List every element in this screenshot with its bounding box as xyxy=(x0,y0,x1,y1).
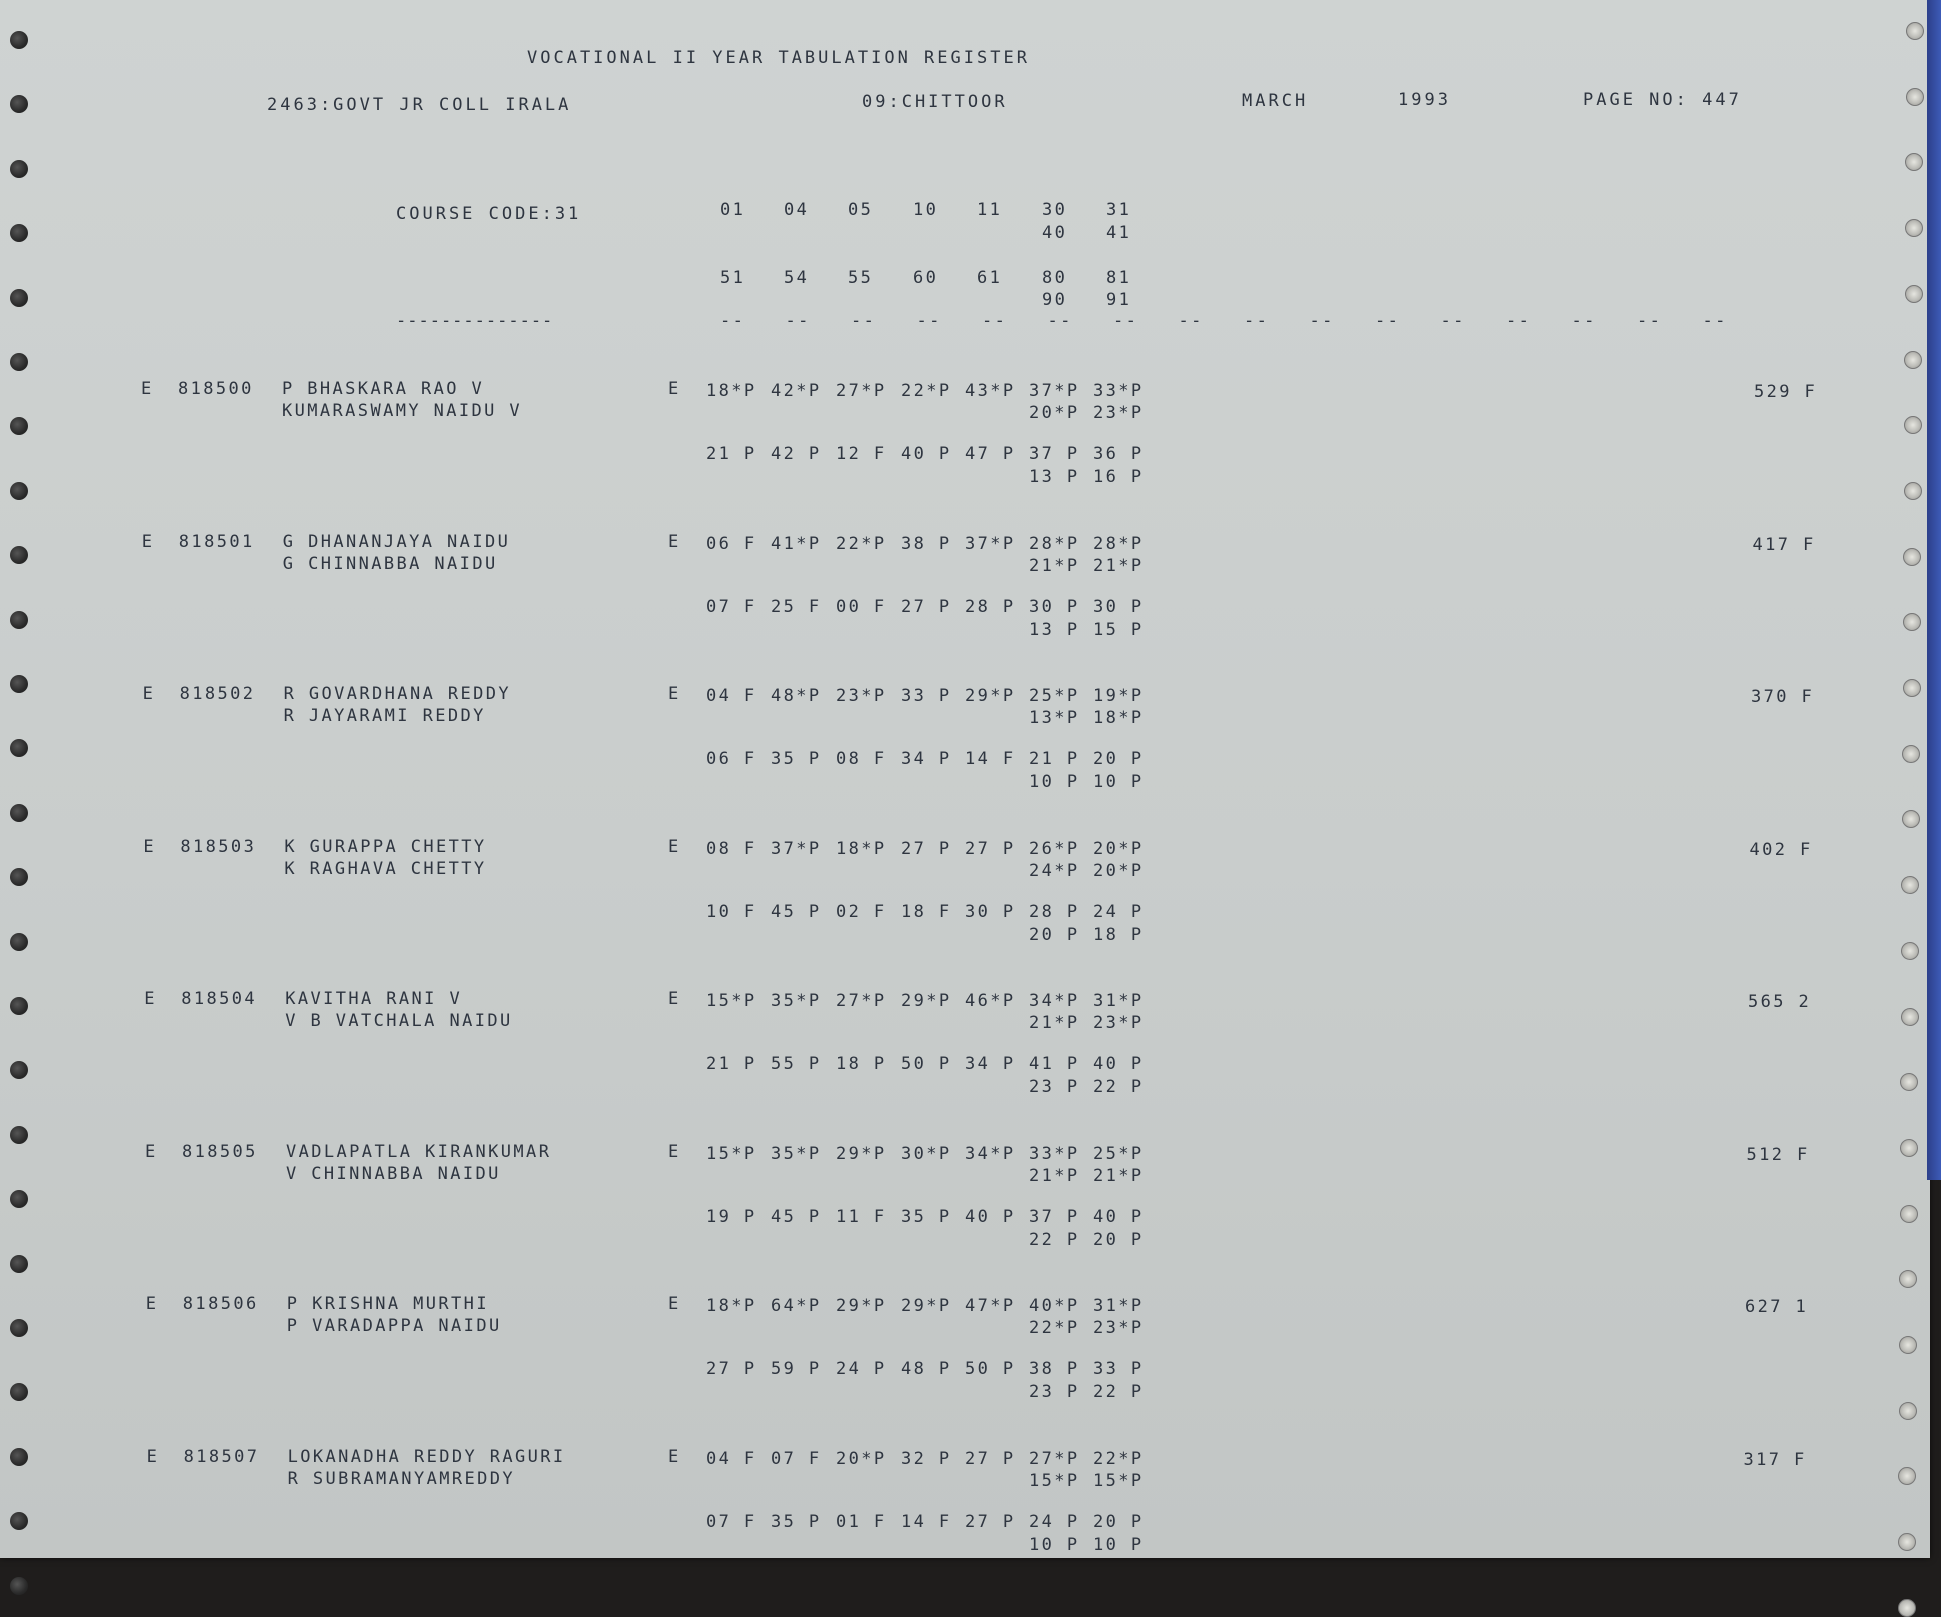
mark-cell: 23*P xyxy=(1093,403,1144,423)
exam-flag: E xyxy=(668,1446,681,1467)
mark-cell: 27 P xyxy=(965,838,1016,859)
mark-cell: 19*P xyxy=(1093,686,1144,706)
mark-cell: 23*P xyxy=(836,686,887,706)
mark-cell: 35 P xyxy=(771,1511,822,1532)
subject-code: 11 xyxy=(977,200,1003,220)
mark-cell: 15*P xyxy=(1029,1470,1080,1491)
feed-hole xyxy=(10,1319,28,1337)
mark-cell: 12 F xyxy=(836,444,887,464)
father-name: KUMARASWAMY NAIDU V xyxy=(282,401,523,421)
mark-cell: 40 P xyxy=(1093,1206,1144,1227)
mark-cell: 22 P xyxy=(1093,1382,1144,1402)
roll-number: 818504 xyxy=(181,989,257,1009)
subject-code: 54 xyxy=(784,268,810,288)
mark-cell: 27 P xyxy=(901,596,952,617)
mark-cell: 21*P xyxy=(1093,1165,1144,1186)
mark-cell: 21*P xyxy=(1029,555,1080,576)
mark-cell: 50 P xyxy=(901,1054,952,1074)
mark-cell: 07 F xyxy=(771,1448,822,1469)
mark-cell: 25 F xyxy=(771,596,822,617)
mark-cell: 21 P xyxy=(706,444,757,464)
mark-cell: 41*P xyxy=(771,533,822,554)
feed-hole xyxy=(10,1255,28,1273)
feed-hole xyxy=(1901,942,1919,960)
mark-cell: 45 P xyxy=(771,901,822,922)
feed-hole xyxy=(10,417,28,435)
feed-hole xyxy=(1903,548,1921,566)
subject-code: 51 xyxy=(720,268,746,288)
student-name: K GURAPPA CHETTY xyxy=(284,836,487,857)
feed-hole xyxy=(1898,1533,1916,1551)
feed-hole xyxy=(10,95,28,113)
mark-cell: 15*P xyxy=(706,1143,757,1164)
feed-hole xyxy=(10,160,28,178)
mark-cell: 40 P xyxy=(1093,1054,1144,1074)
mark-cell: 34*P xyxy=(965,1143,1016,1164)
mark-cell: 35 P xyxy=(771,749,822,769)
total-result: 565 2 xyxy=(1748,992,1812,1012)
mark-cell: 29*P xyxy=(836,1296,887,1316)
feed-hole xyxy=(1906,22,1924,40)
mark-cell: 50 P xyxy=(965,1359,1016,1379)
feed-hole xyxy=(10,1448,28,1466)
mark-cell: 24 P xyxy=(1029,1511,1080,1532)
subject-code: 90 xyxy=(1042,290,1068,310)
mark-cell: 23 P xyxy=(1029,1382,1080,1402)
mark-cell: 18 P xyxy=(1093,924,1144,945)
subject-code: 41 xyxy=(1106,223,1132,243)
feed-hole xyxy=(10,353,28,371)
mark-cell: 34*P xyxy=(1029,991,1080,1011)
mark-cell: 37 P xyxy=(1029,1206,1080,1227)
subject-code: 55 xyxy=(848,268,874,288)
mark-cell: 25*P xyxy=(1093,1143,1144,1164)
exam-category: E xyxy=(144,989,157,1009)
mark-cell: 30 P xyxy=(1029,596,1080,617)
mark-cell: 35*P xyxy=(771,1143,822,1164)
mark-cell: 21*P xyxy=(1029,1013,1080,1033)
subject-code: 04 xyxy=(784,200,810,220)
mark-cell: 43*P xyxy=(965,381,1016,401)
column-dash: -- xyxy=(982,311,1008,331)
mark-cell: 27 P xyxy=(965,1448,1016,1469)
mark-cell: 08 F xyxy=(706,838,757,859)
column-dash: -- xyxy=(1571,311,1597,331)
exam-flag: E xyxy=(668,1294,681,1314)
feed-hole xyxy=(10,804,28,822)
exam-flag: E xyxy=(668,989,681,1009)
mark-cell: 10 P xyxy=(1029,772,1080,792)
father-name: V B VATCHALA NAIDU xyxy=(285,1011,513,1031)
exam-category: E xyxy=(141,379,154,399)
tractor-feed-holes-right xyxy=(1878,0,1918,1558)
feed-hole xyxy=(1905,285,1923,303)
mark-cell: 20*P xyxy=(1093,838,1144,859)
mark-cell: 48 P xyxy=(901,1359,952,1379)
mark-cell: 33*P xyxy=(1093,381,1144,401)
father-name: R SUBRAMANYAMREDDY xyxy=(287,1468,516,1489)
mark-cell: 13 P xyxy=(1029,619,1080,640)
mark-cell: 06 F xyxy=(706,533,757,554)
mark-cell: 18 F xyxy=(901,901,952,922)
feed-hole xyxy=(10,546,28,564)
mark-cell: 28 P xyxy=(1029,901,1080,922)
mark-cell: 42*P xyxy=(771,381,822,401)
mark-cell: 37*P xyxy=(771,838,822,859)
father-name: G CHINNABBA NAIDU xyxy=(282,553,498,574)
mark-cell: 47*P xyxy=(965,1296,1016,1316)
feed-hole xyxy=(10,997,28,1015)
mark-cell: 08 F xyxy=(836,749,887,769)
mark-cell: 18*P xyxy=(706,381,757,401)
feed-hole xyxy=(1900,1139,1918,1157)
feed-hole xyxy=(1905,219,1923,237)
student-name: VADLAPATLA KIRANKUMAR xyxy=(286,1141,552,1162)
tractor-feed-holes-left xyxy=(0,0,40,1558)
total-result: 529 F xyxy=(1754,382,1818,402)
total-result: 317 F xyxy=(1743,1449,1807,1470)
subject-code: 31 xyxy=(1106,200,1132,220)
mark-cell: 34 P xyxy=(901,749,952,769)
mark-cell: 29*P xyxy=(836,1143,887,1164)
roll-number: 818500 xyxy=(178,379,254,399)
mark-cell: 20 P xyxy=(1093,1511,1144,1532)
roll-number: 818507 xyxy=(183,1446,260,1467)
mark-cell: 21 P xyxy=(1029,749,1080,769)
feed-hole xyxy=(1900,1073,1918,1091)
mark-cell: 30 P xyxy=(1093,596,1144,617)
mark-cell: 48*P xyxy=(771,686,822,706)
feed-hole xyxy=(1904,482,1922,500)
mark-cell: 18*P xyxy=(1093,708,1144,728)
student-name: P BHASKARA RAO V xyxy=(282,379,485,399)
feed-hole xyxy=(10,933,28,951)
subject-code: 30 xyxy=(1042,200,1068,220)
mark-cell: 15*P xyxy=(1093,1470,1144,1491)
mark-cell: 29*P xyxy=(901,991,952,1011)
exam-month: MARCH xyxy=(1242,91,1309,111)
feed-hole xyxy=(10,1190,28,1208)
mark-cell: 27 P xyxy=(965,1511,1016,1532)
mark-cell: 37*P xyxy=(965,533,1016,554)
feed-hole xyxy=(1902,745,1920,763)
mark-cell: 38 P xyxy=(1029,1359,1080,1379)
course-underline: -------------- xyxy=(396,311,554,331)
mark-cell: 23*P xyxy=(1093,1013,1144,1033)
feed-hole xyxy=(10,482,28,500)
mark-cell: 28*P xyxy=(1029,533,1080,554)
mark-cell: 35 P xyxy=(901,1206,952,1227)
exam-year: 1993 xyxy=(1398,90,1451,110)
mark-cell: 20*P xyxy=(1029,403,1080,423)
mark-cell: 10 P xyxy=(1029,1534,1080,1555)
mark-cell: 11 F xyxy=(836,1206,887,1227)
mark-cell: 23*P xyxy=(1093,1318,1144,1338)
mark-cell: 22*P xyxy=(1029,1318,1080,1338)
mark-cell: 30*P xyxy=(901,1143,952,1164)
feed-hole xyxy=(1899,1402,1917,1420)
mark-cell: 29*P xyxy=(901,1296,952,1316)
feed-hole xyxy=(10,1383,28,1401)
mark-cell: 37 P xyxy=(1029,444,1080,464)
exam-category: E xyxy=(146,1446,160,1467)
feed-hole xyxy=(1902,810,1920,828)
father-name: K RAGHAVA CHETTY xyxy=(284,858,487,879)
mark-cell: 22 P xyxy=(1093,1077,1144,1097)
subject-code: 80 xyxy=(1042,268,1068,288)
subject-code: 10 xyxy=(913,200,939,220)
column-dash: -- xyxy=(916,311,942,331)
feed-hole xyxy=(1900,1205,1918,1223)
exam-flag: E xyxy=(668,836,681,857)
father-name: P VARADAPPA NAIDU xyxy=(286,1316,502,1336)
mark-cell: 30 P xyxy=(965,901,1016,922)
mark-cell: 40 P xyxy=(901,444,952,464)
mark-cell: 37*P xyxy=(1029,381,1080,401)
mark-cell: 41 P xyxy=(1029,1054,1080,1074)
mark-cell: 21 P xyxy=(706,1054,757,1074)
exam-category: E xyxy=(141,531,155,552)
total-result: 627 1 xyxy=(1745,1297,1809,1317)
feed-hole xyxy=(1898,1599,1916,1617)
mark-cell: 27*P xyxy=(836,381,887,401)
mark-cell: 29*P xyxy=(965,686,1016,706)
register-title: VOCATIONAL II YEAR TABULATION REGISTER xyxy=(527,48,1030,68)
mark-cell: 18 P xyxy=(836,1054,887,1074)
mark-cell: 10 P xyxy=(1093,772,1144,792)
subject-code: 40 xyxy=(1042,223,1068,243)
exam-flag: E xyxy=(668,531,681,552)
subject-code: 61 xyxy=(977,268,1003,288)
mark-cell: 21*P xyxy=(1093,555,1144,576)
mark-cell: 22*P xyxy=(836,533,887,554)
mark-cell: 28 P xyxy=(965,596,1016,617)
column-dash: -- xyxy=(1047,311,1073,331)
mark-cell: 55 P xyxy=(771,1054,822,1074)
mark-cell: 64*P xyxy=(771,1296,822,1316)
mark-cell: 24 P xyxy=(1093,901,1144,922)
column-dash: -- xyxy=(785,311,811,331)
mark-cell: 07 F xyxy=(706,1511,757,1532)
total-result: 512 F xyxy=(1746,1144,1810,1165)
column-dash: -- xyxy=(1506,311,1532,331)
mark-cell: 31*P xyxy=(1093,1296,1144,1316)
mark-cell: 16 P xyxy=(1093,467,1144,487)
feed-hole xyxy=(1901,876,1919,894)
college-name: 2463:GOVT JR COLL IRALA xyxy=(267,95,572,115)
mark-cell: 59 P xyxy=(771,1359,822,1379)
mark-cell: 18*P xyxy=(836,838,887,859)
student-name: P KRISHNA MURTHI xyxy=(286,1294,489,1314)
feed-hole xyxy=(10,739,28,757)
mark-cell: 28*P xyxy=(1093,533,1144,554)
exam-category: E xyxy=(142,684,156,704)
roll-number: 818501 xyxy=(178,531,255,552)
district-name: 09:CHITTOOR xyxy=(862,92,1008,112)
mark-cell: 24*P xyxy=(1029,860,1080,881)
mark-cell: 20*P xyxy=(1093,860,1144,881)
mark-cell: 13 P xyxy=(1029,467,1080,487)
feed-hole xyxy=(10,224,28,242)
subject-code: 81 xyxy=(1106,268,1132,288)
mark-cell: 15 P xyxy=(1093,619,1144,640)
mark-cell: 04 F xyxy=(706,1448,757,1469)
subject-code: 60 xyxy=(913,268,939,288)
student-name: R GOVARDHANA REDDY xyxy=(283,684,512,704)
mark-cell: 26*P xyxy=(1029,838,1080,859)
total-result: 402 F xyxy=(1749,839,1813,860)
student-name: LOKANADHA REDDY RAGURI xyxy=(287,1446,566,1467)
mark-cell: 25*P xyxy=(1029,686,1080,706)
column-dash: -- xyxy=(1637,311,1663,331)
exam-category: E xyxy=(145,1294,159,1314)
mark-cell: 31*P xyxy=(1093,991,1144,1011)
column-dash: -- xyxy=(1178,311,1204,331)
mark-cell: 47 P xyxy=(965,444,1016,464)
feed-hole xyxy=(1903,679,1921,697)
mark-cell: 22*P xyxy=(901,381,952,401)
mark-cell: 02 F xyxy=(836,901,887,922)
total-result: 417 F xyxy=(1752,534,1816,555)
roll-number: 818506 xyxy=(182,1294,259,1314)
exam-category: E xyxy=(143,836,157,857)
feed-hole xyxy=(10,1577,28,1595)
mark-cell: 23 P xyxy=(1029,1077,1080,1097)
feed-hole xyxy=(10,868,28,886)
page-number: PAGE NO: 447 xyxy=(1583,90,1742,110)
father-name: V CHINNABBA NAIDU xyxy=(286,1163,501,1184)
column-dash: -- xyxy=(1244,311,1270,331)
mark-cell: 22 P xyxy=(1029,1229,1080,1250)
feed-hole xyxy=(1899,1270,1917,1288)
mark-cell: 27 P xyxy=(901,838,952,859)
column-dash: -- xyxy=(1702,311,1728,331)
feed-hole xyxy=(10,1126,28,1144)
mark-cell: 15*P xyxy=(706,991,757,1011)
mark-cell: 04 F xyxy=(706,686,757,706)
mark-cell: 34 P xyxy=(965,1054,1016,1074)
mark-cell: 38 P xyxy=(901,533,952,554)
mark-cell: 22*P xyxy=(1093,1448,1144,1469)
column-dash: -- xyxy=(851,311,877,331)
feed-hole xyxy=(1899,1336,1917,1354)
feed-hole xyxy=(1898,1467,1916,1485)
column-dash: -- xyxy=(1375,311,1401,331)
course-code: COURSE CODE:31 xyxy=(396,204,582,224)
mark-cell: 10 P xyxy=(1093,1534,1144,1555)
roll-number: 818502 xyxy=(179,684,256,704)
exam-flag: E xyxy=(668,1141,681,1162)
mark-cell: 40 P xyxy=(965,1206,1016,1227)
mark-cell: 06 F xyxy=(706,749,757,769)
mark-cell: 32 P xyxy=(901,1448,952,1469)
mark-cell: 20 P xyxy=(1093,749,1144,769)
roll-number: 818503 xyxy=(180,836,257,857)
father-name: R JAYARAMI REDDY xyxy=(283,706,486,726)
total-result: 370 F xyxy=(1751,687,1815,707)
mark-cell: 13*P xyxy=(1029,708,1080,728)
column-dash: -- xyxy=(1440,311,1466,331)
mark-cell: 00 F xyxy=(836,596,887,617)
mark-cell: 33 P xyxy=(901,686,952,706)
mark-cell: 20 P xyxy=(1029,924,1080,945)
mark-cell: 35*P xyxy=(771,991,822,1011)
mark-cell: 42 P xyxy=(771,444,822,464)
feed-hole xyxy=(1905,153,1923,171)
feed-hole xyxy=(1901,1008,1919,1026)
mark-cell: 27*P xyxy=(1029,1448,1080,1469)
student-name: G DHANANJAYA NAIDU xyxy=(282,531,511,552)
feed-hole xyxy=(10,675,28,693)
feed-hole xyxy=(1904,351,1922,369)
mark-cell: 33*P xyxy=(1029,1143,1080,1164)
subject-code: 05 xyxy=(848,200,874,220)
column-dash: -- xyxy=(720,311,746,331)
mark-cell: 33 P xyxy=(1093,1359,1144,1379)
column-dash: -- xyxy=(1309,311,1335,331)
mark-cell: 20*P xyxy=(836,1448,887,1469)
mark-cell: 20 P xyxy=(1093,1229,1144,1250)
feed-hole xyxy=(1906,88,1924,106)
subject-code: 01 xyxy=(720,200,746,220)
background-edge-right xyxy=(1927,0,1941,1180)
exam-flag: E xyxy=(668,379,681,399)
mark-cell: 36 P xyxy=(1093,444,1144,464)
roll-number: 818505 xyxy=(182,1141,258,1162)
mark-cell: 14 F xyxy=(901,1511,952,1532)
feed-hole xyxy=(10,1061,28,1079)
feed-hole xyxy=(1904,416,1922,434)
exam-category: E xyxy=(145,1141,158,1162)
student-name: KAVITHA RANI V xyxy=(285,989,463,1009)
mark-cell: 01 F xyxy=(836,1511,887,1532)
mark-cell: 07 F xyxy=(706,596,757,617)
mark-cell: 45 P xyxy=(771,1206,822,1227)
mark-cell: 27 P xyxy=(706,1359,757,1379)
feed-hole xyxy=(10,611,28,629)
mark-cell: 18*P xyxy=(706,1296,757,1316)
feed-hole xyxy=(10,289,28,307)
column-dash: -- xyxy=(1113,311,1139,331)
mark-cell: 24 P xyxy=(836,1359,887,1379)
mark-cell: 27*P xyxy=(836,991,887,1011)
subject-code: 91 xyxy=(1106,290,1132,310)
mark-cell: 46*P xyxy=(965,991,1016,1011)
mark-cell: 14 F xyxy=(965,749,1016,769)
mark-cell: 19 P xyxy=(706,1206,757,1227)
feed-hole xyxy=(1903,613,1921,631)
exam-flag: E xyxy=(668,684,681,704)
mark-cell: 40*P xyxy=(1029,1296,1080,1316)
mark-cell: 21*P xyxy=(1029,1165,1080,1186)
feed-hole xyxy=(10,31,28,49)
feed-hole xyxy=(10,1512,28,1530)
mark-cell: 10 F xyxy=(706,901,757,922)
